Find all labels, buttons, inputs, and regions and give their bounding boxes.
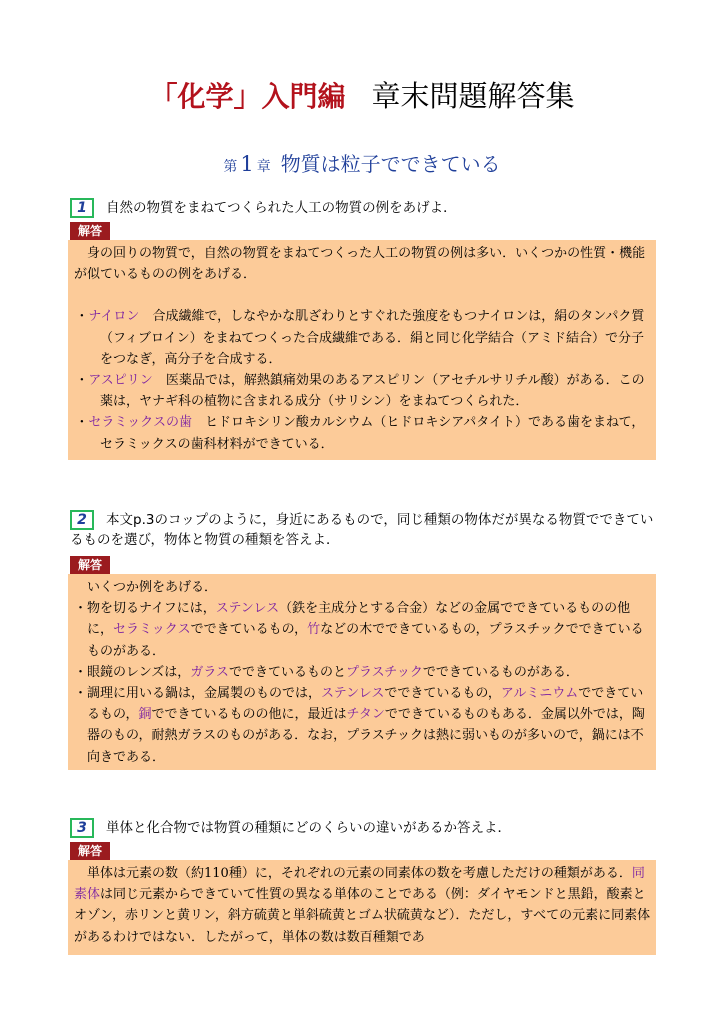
answer-term: ナイロン: [88, 309, 140, 325]
answer-intro: 身の回りの物質で，自然の物質をまねてつくった人工の物質の例は多い．いくつかの性質・機能が似ているものの例をあげる．: [74, 246, 646, 283]
question-number: 2: [70, 510, 94, 530]
question-3: [70, 818, 660, 838]
answer-item: ・アスピリン 医薬品では，解熱鎮痛効果のあるアスピリン（アセチルサリチル酸）がある．この薬は，ヤナギ科の植物に含まれる成分（サリシン）をまねてつくられた．: [75, 373, 645, 410]
material-name: ガラス: [190, 664, 229, 680]
chapter-title: 物質は粒子でできている: [280, 152, 501, 176]
answer-text: 単体は元素の数（約110種）に，それぞれの元素の同素体の数を考慮しただけの種類がある．同素体は同じ元素からできていて性質の異なる単体のことである（例：ダイヤモンドと黒鉛，酸素とオゾン，赤リンと黄リン，斜方硫黄と単斜硫黄とゴム状硫黄など）．ただし，すべての元素に同素体があるわけではない．したがって，単体の数は数百種類であ: [74, 866, 651, 945]
answer-box-2: [68, 574, 656, 770]
answer-desc: ヒドロキシリン酸カルシウム（ヒドロキシアパタイト）である歯をまねて，セラミックスの歯科材料ができている．: [100, 415, 645, 452]
question-number: 3: [70, 818, 94, 838]
document-title: [0, 74, 724, 115]
answer-desc: 医薬品では，解熱鎮痛効果のあるアスピリン（アセチルサリチル酸）がある．この薬は，ヤナギ科の植物に含まれる成分（サリシン）をまねてつくられた．: [100, 373, 645, 410]
material-name: ステンレス: [321, 686, 385, 702]
question-text: 本文p.3のコップのように，身近にあるもので，同じ種類の物体だが異なる物質でできているものを選び，物体と物質の種類を答えよ．: [70, 512, 654, 548]
answer-item: ・物を切るナイフには，ステンレス（鉄を主成分とする合金）などの金属でできているものの他に，セラミックスでできているもの，竹などの木でできているもの，プラスチックでできているものがある．: [74, 601, 644, 659]
material-name: セラミックス: [113, 622, 191, 638]
answer-desc: 合成繊維で，しなやかな肌ざわりとすぐれた強度をもつナイロンは，絹のタンパク質（フィブロイン）をまねてつくった合成繊維である．絹と同じ化学結合（アミド結合）で分子をつなぎ，高分子を合成する．: [100, 309, 645, 367]
material-name: プラスチック: [345, 664, 423, 680]
material-name: ステンレス: [215, 601, 280, 617]
answer-item: ・セラミックスの歯 ヒドロキシリン酸カルシウム（ヒドロキシアパタイト）である歯をまねて，セラミックスの歯科材料ができている．: [75, 415, 645, 452]
chapter-suffix: 章: [256, 159, 271, 175]
title-main: 章末問題解答集: [371, 79, 575, 113]
question-number: 1: [70, 198, 94, 218]
material-name: チタン: [346, 707, 385, 723]
material-name: 竹: [307, 622, 321, 638]
material-name: アルミニウム: [500, 686, 579, 702]
answer-term: アスピリン: [88, 373, 153, 389]
answer-box-1: [68, 240, 656, 460]
chapter-heading: [0, 148, 724, 177]
chapter-number: 1: [240, 152, 254, 176]
chapter-prefix: 第: [223, 159, 238, 175]
answer-badge: 解答: [70, 556, 110, 574]
answer-box-3: [68, 860, 656, 955]
title-series: 「化学」入門編: [149, 80, 346, 113]
question-text: 自然の物質をまねてつくられた人工の物質の例をあげよ．: [106, 200, 457, 216]
answer-intro: いくつか例をあげる．: [87, 580, 218, 595]
material-name: 銅: [138, 707, 152, 723]
question-2: [70, 510, 660, 550]
answer-badge: 解答: [70, 842, 110, 860]
term-highlight: 同素体: [74, 866, 645, 903]
answer-item: ・ナイロン 合成繊維で，しなやかな肌ざわりとすぐれた強度をもつナイロンは，絹のタンパク質（フィブロイン）をまねてつくった合成繊維である．絹と同じ化学結合（アミド結合）で分子をつなぎ，高分子を合成する．: [75, 309, 645, 367]
question-text: 単体と化合物では物質の種類にどのくらいの違いがあるか答えよ．: [106, 820, 511, 836]
answer-item: ・眼鏡のレンズは，ガラスでできているものとプラスチックでできているものがある．: [74, 664, 579, 680]
answer-term: セラミックスの歯: [88, 415, 192, 431]
answer-badge: 解答: [70, 222, 110, 240]
answer-item: ・調理に用いる鍋は，金属製のものでは，ステンレスでできているもの，アルミニウムでできているもの，銅でできているものの他に，最近はチタンでできているものもある．金属以外では，陶器のもの，耐熱ガラスのものがある．なお，プラスチックは熱に弱いものが多いので，鍋には不向きである．: [74, 686, 645, 765]
question-1: [70, 198, 660, 218]
